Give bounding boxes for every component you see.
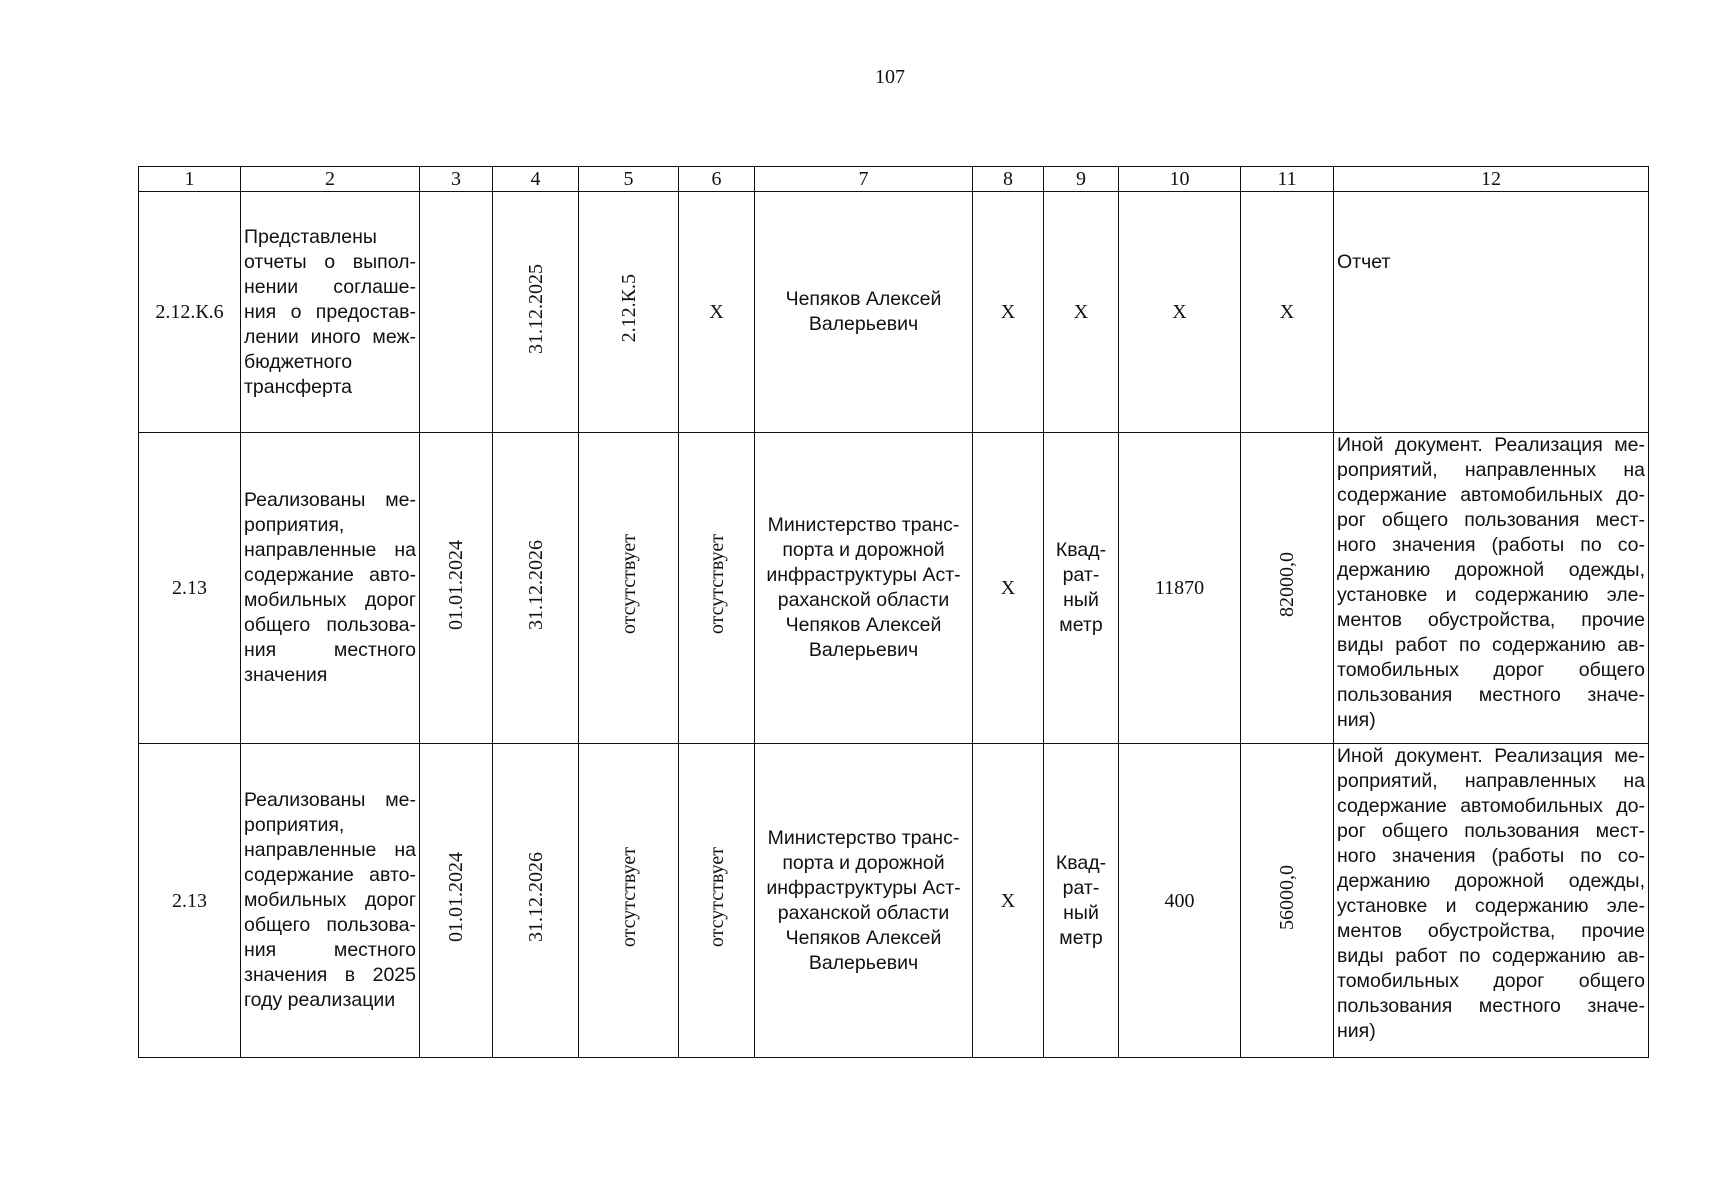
text-line: нении соглаше- [244, 275, 416, 298]
text-line: Отчет [1337, 251, 1391, 273]
text-line: Реализованы ме- [244, 489, 416, 511]
indicator-cell: X [973, 192, 1044, 433]
text-line: рог общего пользования мест- [1337, 820, 1645, 842]
indicator-cell: X [973, 744, 1044, 1058]
type-cell: X [679, 192, 755, 433]
text-line: раханской области [777, 589, 950, 611]
header-cell: 10 [1119, 167, 1241, 192]
type: отсутствует [705, 534, 728, 635]
event-name-cell [241, 744, 420, 1058]
text-line: X [1073, 301, 1089, 323]
text-line: раханской области [777, 901, 950, 924]
text-line: роприятия, [244, 514, 345, 536]
value-cell: X [1119, 192, 1241, 433]
text-line: пользования местного значе- [1337, 995, 1645, 1017]
table-row [139, 744, 1649, 1058]
text-line: роприятий, направленных на [1337, 770, 1645, 792]
text-line: отчеты о выпол- [244, 250, 416, 273]
text-line: ного значения (работы по со- [1337, 845, 1645, 867]
end-date: 31.12.2025 [524, 263, 547, 354]
text-line: направленные на [244, 839, 416, 861]
predecessor: отсутствует [617, 534, 640, 635]
text-line: Валерьевич [808, 639, 919, 661]
text-line: ния о предостав- [244, 300, 416, 323]
text-line: Квад- [1055, 539, 1107, 561]
text-line: лении иного меж- [244, 325, 416, 348]
text-line: ного значения (работы по со- [1337, 534, 1645, 556]
text-line: Чепяков Алексей [785, 288, 942, 310]
text-line: мобильных дорог [244, 889, 416, 911]
text-line: мобильных дорог [244, 589, 416, 611]
row-number: 2.12.К.6 [139, 192, 241, 433]
text-line: установке и содержанию эле- [1337, 584, 1645, 606]
predecessor-cell [579, 433, 679, 744]
value-cell: 11870 [1119, 433, 1241, 744]
unit-cell [1044, 433, 1119, 744]
funding-cell: X [1241, 192, 1334, 433]
text-line: порта и дорожной [782, 851, 945, 874]
text-line: значения [244, 664, 328, 686]
text-line: содержание автомобильных до- [1337, 484, 1645, 506]
text-line: Министерство транс- [767, 826, 960, 849]
event-name-cell [241, 433, 420, 744]
text-line: держанию дорожной одежды, [1337, 870, 1645, 892]
row-number: 2.13 [139, 433, 241, 744]
end-date-cell [493, 744, 579, 1058]
text-line: роприятия, [244, 814, 345, 836]
row-number: 2.13 [139, 744, 241, 1058]
text-line: содержание автомобильных до- [1337, 795, 1645, 817]
text-line: порта и дорожной [782, 539, 945, 561]
text-line: ния местного [244, 939, 416, 961]
plan-table [138, 166, 1649, 1058]
start-date: 01.01.2024 [445, 539, 467, 630]
text-line: томобильных дорог общего [1337, 659, 1645, 681]
document-cell [1334, 433, 1649, 744]
table-row [139, 192, 1649, 433]
text-line: Иной документ. Реализация ме- [1337, 745, 1645, 767]
text-line: виды работ по содержанию ав- [1337, 945, 1645, 967]
text-line: ния) [1337, 709, 1376, 731]
header-cell: 6 [679, 167, 755, 192]
text-line: томобильных дорог общего [1337, 970, 1645, 992]
text-line: рат- [1062, 564, 1100, 586]
text-line: Валерьевич [808, 313, 919, 335]
text-line: трансферта [244, 375, 353, 398]
text-line: значения в 2025 [244, 964, 416, 986]
document-cell [1334, 192, 1649, 433]
text-line: Министерство транс- [767, 514, 960, 536]
text-line: ния местного [244, 639, 416, 661]
page-number: 107 [875, 66, 905, 88]
end-date-cell [493, 192, 579, 433]
document-cell [1334, 744, 1649, 1058]
text-line: инфраструктуры Аст- [766, 876, 961, 899]
text-line: рат- [1062, 876, 1100, 899]
text-line: инфраструктуры Аст- [766, 564, 961, 586]
unit-cell [1044, 192, 1119, 433]
header-cell: 8 [973, 167, 1044, 192]
responsible-cell [755, 744, 973, 1058]
text-line: содержание авто- [244, 564, 416, 586]
text-line: направленные на [244, 539, 416, 561]
unit-cell [1044, 744, 1119, 1058]
text-line: рог общего пользования мест- [1337, 509, 1645, 531]
event-name-cell [241, 192, 420, 433]
funding: 82000,0 [1276, 552, 1298, 617]
text-line: установке и содержанию эле- [1337, 895, 1645, 917]
text-line: Валерьевич [808, 951, 919, 974]
header-row [139, 167, 1649, 192]
type-cell [679, 744, 755, 1058]
end-date: 31.12.2026 [524, 539, 547, 630]
end-date: 31.12.2026 [524, 852, 547, 942]
text-line: метр [1059, 926, 1103, 949]
text-line: ный [1063, 901, 1099, 924]
predecessor: отсутствует [617, 846, 640, 948]
text-line: метр [1059, 614, 1103, 636]
text-line: держанию дорожной одежды, [1337, 559, 1645, 581]
funding: 56000,0 [1276, 864, 1298, 930]
header-cell: 7 [755, 167, 973, 192]
text-line: Иной документ. Реализация ме- [1337, 434, 1645, 456]
start-date: 01.01.2024 [445, 852, 467, 942]
text-line: ментов обустройства, прочие [1337, 920, 1645, 942]
text-line: виды работ по содержанию ав- [1337, 634, 1645, 656]
type-cell [679, 433, 755, 744]
header-cell: 11 [1241, 167, 1334, 192]
text-line: Чепяков Алексей [785, 926, 942, 949]
start-date-cell [420, 744, 493, 1058]
start-date-cell [420, 433, 493, 744]
predecessor-cell [579, 744, 679, 1058]
start-date-cell [420, 192, 493, 433]
text-line: году реализации [244, 989, 396, 1011]
predecessor: 2.12.К.5 [617, 274, 640, 343]
header-cell: 3 [420, 167, 493, 192]
text-line: Представлены [244, 225, 377, 248]
text-line: роприятий, направленных на [1337, 459, 1645, 481]
header-cell: 12 [1334, 167, 1649, 192]
text-line: Чепяков Алексей [785, 614, 942, 636]
text-line: ния) [1337, 1020, 1376, 1042]
indicator-cell: X [973, 433, 1044, 744]
funding-cell [1241, 433, 1334, 744]
text-line: содержание авто- [244, 864, 416, 886]
text-line: общего пользова- [244, 614, 416, 636]
header-cell: 2 [241, 167, 420, 192]
responsible-cell [755, 192, 973, 433]
header-cell: 9 [1044, 167, 1119, 192]
funding-cell [1241, 744, 1334, 1058]
text-line: общего пользова- [244, 914, 416, 936]
text-line: ный [1063, 589, 1099, 611]
header-cell: 5 [579, 167, 679, 192]
end-date-cell [493, 433, 579, 744]
type: отсутствует [705, 846, 728, 948]
table-row [139, 433, 1649, 744]
responsible-cell [755, 433, 973, 744]
predecessor-cell [579, 192, 679, 433]
value-cell: 400 [1119, 744, 1241, 1058]
text-line: пользования местного значе- [1337, 684, 1645, 706]
header-cell: 4 [493, 167, 579, 192]
text-line: ментов обустройства, прочие [1337, 609, 1645, 631]
text-line: бюджетного [244, 350, 353, 373]
text-line: Реализованы ме- [244, 789, 416, 811]
text-line: Квад- [1055, 851, 1107, 874]
header-cell: 1 [139, 167, 241, 192]
